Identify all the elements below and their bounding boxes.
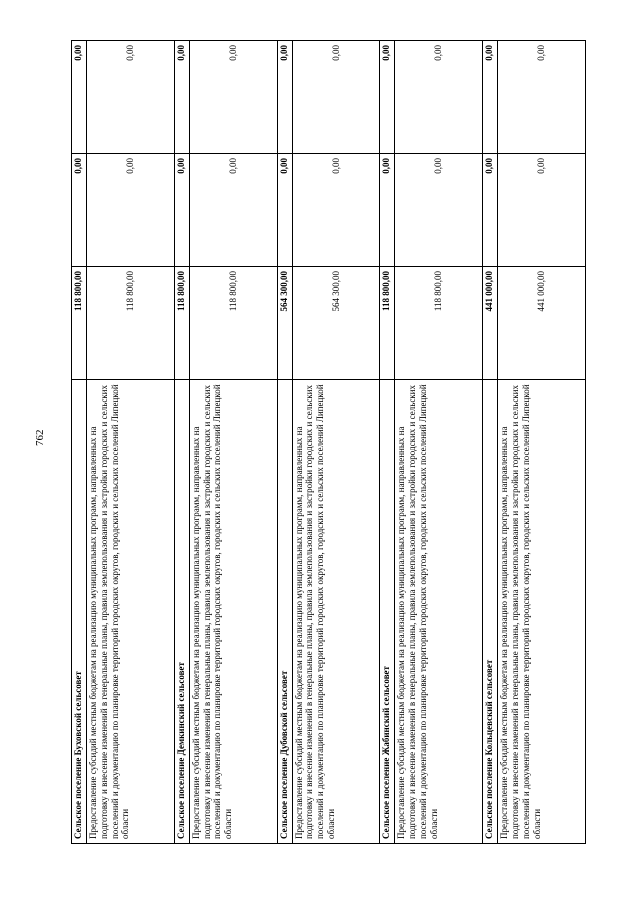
section-detail-row [189,41,277,844]
detail-value-year1: 564 300,00 [292,267,380,380]
budget-table [71,40,586,844]
detail-value-year3: 0,00 [189,41,277,154]
detail-value-year1: 441 000,00 [498,267,586,380]
section-total-year1: 118 800,00 [72,267,87,380]
section-header-row [380,41,395,844]
section-total-year3: 0,00 [72,41,87,154]
section-total-year3: 0,00 [483,41,498,154]
detail-value-year2: 0,00 [292,154,380,267]
detail-value-year2: 0,00 [498,154,586,267]
detail-value-year1: 118 800,00 [395,267,483,380]
detail-value-year3: 0,00 [87,41,175,154]
section-title: Сельское поселение Демкинский сельсовет [174,380,189,844]
detail-value-year2: 0,00 [395,154,483,267]
section-total-year2: 0,00 [380,154,395,267]
section-total-year1: 564 300,00 [277,267,292,380]
section-total-year1: 118 800,00 [174,267,189,380]
detail-description: Предоставление субсидий местным бюджетам на реализацию муниципальных программ, направленных на подготовку и внесение изменений в генеральные планы, правила землепользования и застройки городских и сельских поселений и документацию по планировке территорий городских округов, городских и сельских поселений Липецкой области [189,380,277,844]
section-title: Сельское поселение Жабинский сельсовет [380,380,395,844]
section-title: Сельское поселение Дубовской сельсовет [277,380,292,844]
detail-value-year3: 0,00 [498,41,586,154]
section-detail-row [292,41,380,844]
detail-description: Предоставление субсидий местным бюджетам на реализацию муниципальных программ, направленных на подготовку и внесение изменений в генеральные планы, правила землепользования и застройки городских и сельских поселений и документацию по планировке территорий городских округов, городских и сельских поселений Липецкой области [498,380,586,844]
section-total-year2: 0,00 [277,154,292,267]
section-detail-row [87,41,175,844]
section-total-year2: 0,00 [72,154,87,267]
detail-description: Предоставление субсидий местным бюджетам на реализацию муниципальных программ, направленных на подготовку и внесение изменений в генеральные планы, правила землепользования и застройки городских и сельских поселений и документацию по планировке территорий городских округов, городских и сельских поселений Липецкой области [87,380,175,844]
section-header-row [72,41,87,844]
section-total-year3: 0,00 [380,41,395,154]
section-title: Сельское поселение Буховской сельсовет [72,380,87,844]
section-detail-row [498,41,586,844]
detail-value-year2: 0,00 [189,154,277,267]
page-number: 762 [34,429,46,446]
section-header-row [483,41,498,844]
detail-value-year1: 118 800,00 [87,267,175,380]
detail-description: Предоставление субсидий местным бюджетам на реализацию муниципальных программ, направленных на подготовку и внесение изменений в генеральные планы, правила землепользования и застройки городских и сельских поселений и документацию по планировке территорий городских округов, городских и сельских поселений Липецкой области [292,380,380,844]
detail-description: Предоставление субсидий местным бюджетам на реализацию муниципальных программ, направленных на подготовку и внесение изменений в генеральные планы, правила землепользования и застройки городских и сельских поселений и документацию по планировке территорий городских округов, городских и сельских поселений Липецкой области [395,380,483,844]
detail-value-year2: 0,00 [87,154,175,267]
section-header-row [174,41,189,844]
detail-value-year3: 0,00 [292,41,380,154]
section-total-year1: 118 800,00 [380,267,395,380]
section-header-row [277,41,292,844]
section-title: Сельское поселение Кольцевский сельсовет [483,380,498,844]
section-total-year1: 441 000,00 [483,267,498,380]
section-total-year3: 0,00 [174,41,189,154]
detail-value-year1: 118 800,00 [189,267,277,380]
section-total-year3: 0,00 [277,41,292,154]
section-total-year2: 0,00 [483,154,498,267]
section-total-year2: 0,00 [174,154,189,267]
section-detail-row [395,41,483,844]
detail-value-year3: 0,00 [395,41,483,154]
rotated-page-content [71,41,586,844]
